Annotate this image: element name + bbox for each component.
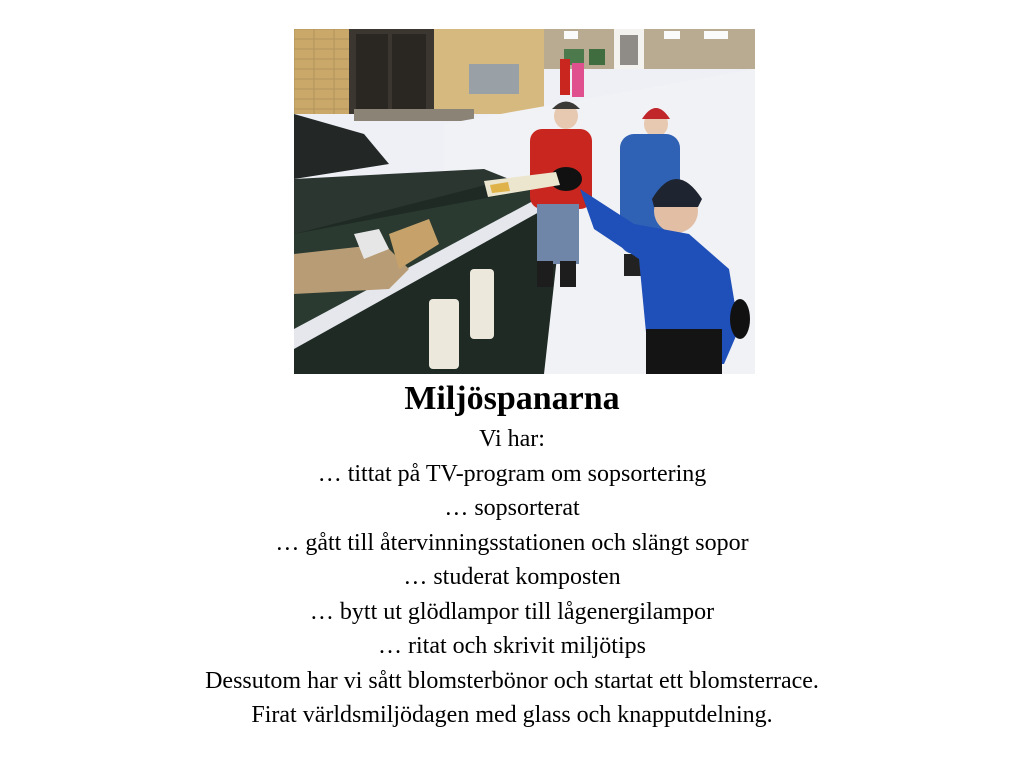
list-item: … bytt ut glödlampor till lågenergilampor — [309, 598, 715, 625]
slide-photo — [294, 29, 755, 374]
list-item: … tittat på TV-program om sopsortering — [317, 460, 707, 487]
list-item: … ritat och skrivit miljötips — [378, 633, 646, 659]
list-item: … studerat komposten — [403, 564, 621, 590]
closing-line: Firat världsmiljödagen med glass och knapputdelning. — [251, 702, 773, 728]
slide-text — [0, 376, 1024, 733]
slide-title: Miljöspanarna — [404, 380, 620, 417]
intro-line: Vi har: — [479, 426, 545, 452]
list-item: … sopsorterat — [444, 495, 580, 521]
list-item: … gått till återvinningsstationen och slängt sopor — [275, 529, 749, 556]
closing-line: Dessutom har vi sått blomsterbönor och startat ett blomsterrace. — [205, 667, 819, 694]
